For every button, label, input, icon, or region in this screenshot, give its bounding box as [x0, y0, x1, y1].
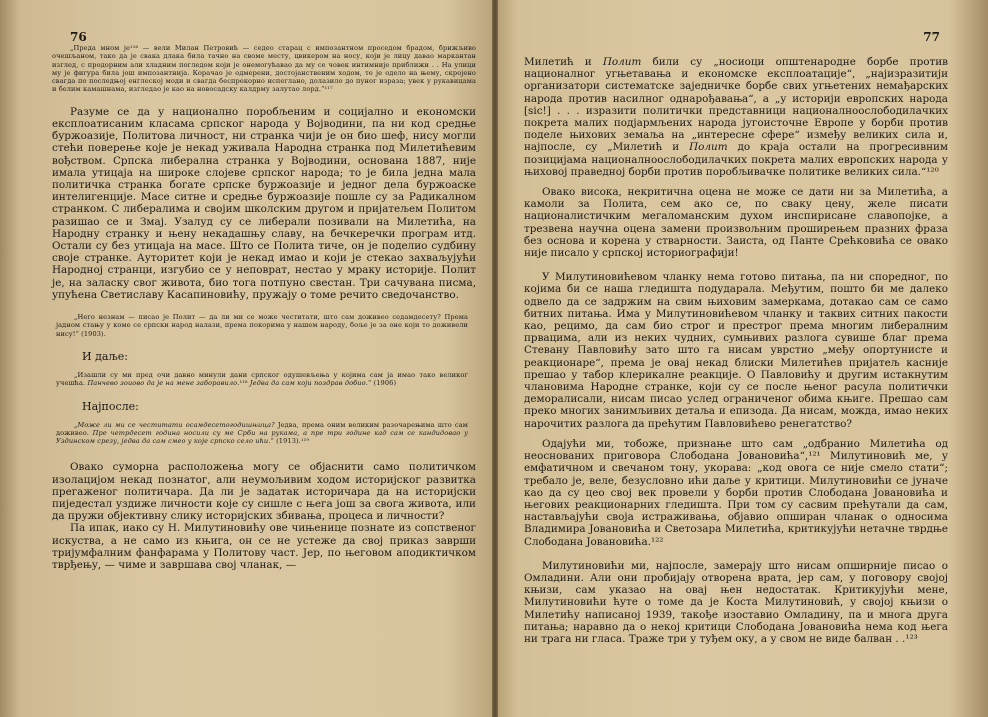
paragraph-quotation: [524, 56, 948, 178]
text-run-italic: Полит: [602, 56, 642, 68]
paragraph: У Милутиновићевом чланку нема готово питања, па ни споредног, по којима би се наша гледишта подударала. Међутим, пошто би ме далеко одвело да се задржим на свим њиховим замеркама, дотакао сам се само битних питања. Има у Милутиновићевом чланку и таквих ситних пакости као, рецимо, да сам био строг и престрог према многим либералним првацима, али из неких чудних, сумњивих разлога сувише благ према Стевану Павловићу зато што га нисам уврстио „међу опортунисте и реакционаре“, према је овај некад блиски Милетићев пријатељ касније прешао у табор клерикалне реакције. О Павловићу и другим истакнутим члановима Народне странке, који су се после њеног расула политички деморалисали, нисам писао услед ограниченог обима књиге. Прешао сам преко многих занимљивих детаља и епизода. Да нисам, можда, имао неких нарочитих разлога да прећутим Павловићево ренегатство?: [524, 271, 948, 430]
page-number-right: 77: [923, 30, 940, 44]
paragraph: Овако висока, некритична оцена не може се дати ни за Милетића, а камоли за Полита, сем ако се, по сваку цену, желе писати националистичким мегаломанским духом инспирисане славопојке, а трезвена научна оцена замени произвољним проширењем празних фраза без основа и корена у стварности. Заиста, од Панте Срећковића се овако није писало у српској историографији!: [524, 186, 948, 260]
footnote-ref: ¹¹⁸: [239, 379, 250, 388]
quote-text-italic: Пре четрдесет година носили су ме Срби на рукама, а пре три године кад сам се кандидовао у Уздинском срезу, једва да сам смео у које српско село ићи.: [56, 428, 468, 446]
paragraph: Овако суморна расположења могу се објаснити само политичком изолацијом некад познатог, али неумољивим ходом историјског развитка прегаженог политичара. Да ли је задатак историчара да на историјски пиједестал уздиже личности које су сишле с њега још за свога живота, или да пружи објективну слику историјских збивања, процеса и личности?: [52, 461, 476, 523]
paragraph: Милутиновићи ми, најпосле, замерају што нисам опширније писао о Омладини. Али они пробијају отворена врата, јер сам, у поговору својој књизи, сам указао на овај њен недостатак. Критикујући мене, Милутиновићи ћуте о томе да је Коста Милутиновић, у својој књизи о Милетићу написаној 1939, такође изоставио Омладину, па и многа друга питања; наравно да о некој критици Слободана Јовановића нема код њега ни трага ни гласа. Траже три у туђем оку, а у свом не виде балван . .¹²³: [524, 559, 948, 645]
right-page: [494, 0, 988, 717]
text-run: били су „носиоци општенародне борбе против националног угњетавања и економске експлоатације“, „најизразитији организатори систематске заједничке борбе свих угњетених немађарских народа против насилног однарођавања“, а „у историји европских народа [sic!] . . . изразити политички представници националноослободилачких покрета малих подјармљених народа југоисточне Европе у борби против поделе њихових земаља на „интересне сфере“ између великих сила и, најпосле, су „Милетић и: [524, 56, 948, 154]
text-run-italic: Полит: [689, 141, 728, 154]
section-label: И даље:: [82, 349, 128, 363]
paragraph: Одајући ми, тобоже, признање што сам „одбранио Милетића од неоснованих приговора Слободана Јовановића“,¹²¹ Милутиновић ме, у емфатичном и свечаном тону, укорава: „код овога се није смело стати“; требало је, веле, безусловно ићи даље у критици. Милутиновићи се јуначе као да су цео свој век провели у борби против Слободана Јовановића и његових реакционарних гледишта. При том су сасвим прећутали да сам, настављајући своја истраживања, објавио опширан чланак о односима Владимира Јовановића и Светозара Милетића, критикујући нетачне тврдње Слободана Јовановића.¹²²: [524, 437, 948, 548]
text-run: Милетић и: [524, 56, 603, 68]
quote-text-italic: Једва да сам који поздрав добио.: [249, 379, 368, 388]
quote-text-italic: Панчево зоиово да је на мене заборавило.: [87, 379, 240, 388]
block-quote-petrovic: „Преда мном је¹¹⁶ — вели Милан Петровић — седео старац с импозантном проседом брадом, брижљиво очешљаном, тако да је свака длака била тачно на своме месту, цвикером на носу, који је лицу давао маркантан изглед, с продорним али хладним погледом који је онемогућавао да му се човек интимније приближи . . На улици му је фигура била још импозантнија. Корачао је одмерени, достојанственим ходом, те је одело на њему, скројено свагда по последњој енглеској моди и свагда беспрекорно испеглано, долазило до пуног израза; увек у рукавицама и белим камашнама, изгледао је као на новосадску калдрму залутао лорд.“¹¹⁷: [52, 44, 476, 94]
quote-date: “ (1913).¹¹⁹: [270, 437, 310, 446]
text-run: до краја остали на прогресивним позицијама националноослободилачких покрета малих европских народа у њиховој праведној борби против поробљивачке политике великих сила.“¹²⁰: [524, 141, 948, 178]
page-number-left: 76: [70, 30, 87, 44]
book-gutter: [492, 0, 498, 717]
block-quote-1913: [56, 421, 468, 446]
quote-text: „Изашли су ми пред очи давно минули дани српског одушевљења у којима сам ја имао тако великог учешћа.: [56, 370, 468, 388]
quote-text: Једва, према оним великим разочарењима што сам доживео.: [56, 420, 468, 437]
block-quote-1903: „Него незнам — писао је Полит — да ли ми се може честитати, што сам доживео седамдесету? Према јадном стању у коме се српски народ налази, према покорима у нашем народу, боље је за оне који то доживели нису!“ (1903).: [56, 313, 468, 338]
paragraph: Па ипак, иако су Н. Милутиновићу ове чињенице познате из сопственог искуства, а не само из књига, он се не устеже да свој приказ заврши тријумфалним фанфарама у Политову част. Јер, по његовом аподиктичком тврђењу, — чиме и завршава свој чланак, —: [52, 522, 476, 572]
block-quote-1906: [56, 371, 468, 388]
paragraph: Разуме се да у национално поробљеним и социјално и економски експлоатисаним класама српског народа у Војводини, па ни код средње буржоазије, Политова личност, ни странка чији је он био шеф, нису могли стећи поверење које је некад уживала Народна странка под Милетићевим вођством. Српска либерална странка у Војводини, основана 1887, није имала утицаја на широке слојеве српског народа; то је била једна мала политичка странка богате српске буржоазије и једног дела буржоаске интелигенције. Масе ситне и средње буржоазије пошле су за Радикалном странком. С либералима и својим школским другом и пријатељем Политом разишао се и Змај. Узалуд су се либерали позивали на Милетића, на Народну странку и њену некадашњу славу, на бечкеречки програм итд. Остали су без утицаја на масе. Што се Полита тиче, он је поделио судбину своје странке. Ауторитет који је некад имао и који је стекао захваљујући Народној странци, изгубио се у неповрат, нестао у мраку историје. Полит је, на заласку свог живота, био тога потпуно свестан. Три сачувана писма, упућена Светиславу Касапиновићу, пружају о томе речито сведочанство.: [52, 105, 476, 301]
quote-text-italic: „Може ли ми се честитати осамдесетогодишњица?: [74, 420, 278, 429]
section-label: Најпосле:: [82, 399, 139, 413]
quote-date: “ (1906): [367, 379, 397, 388]
